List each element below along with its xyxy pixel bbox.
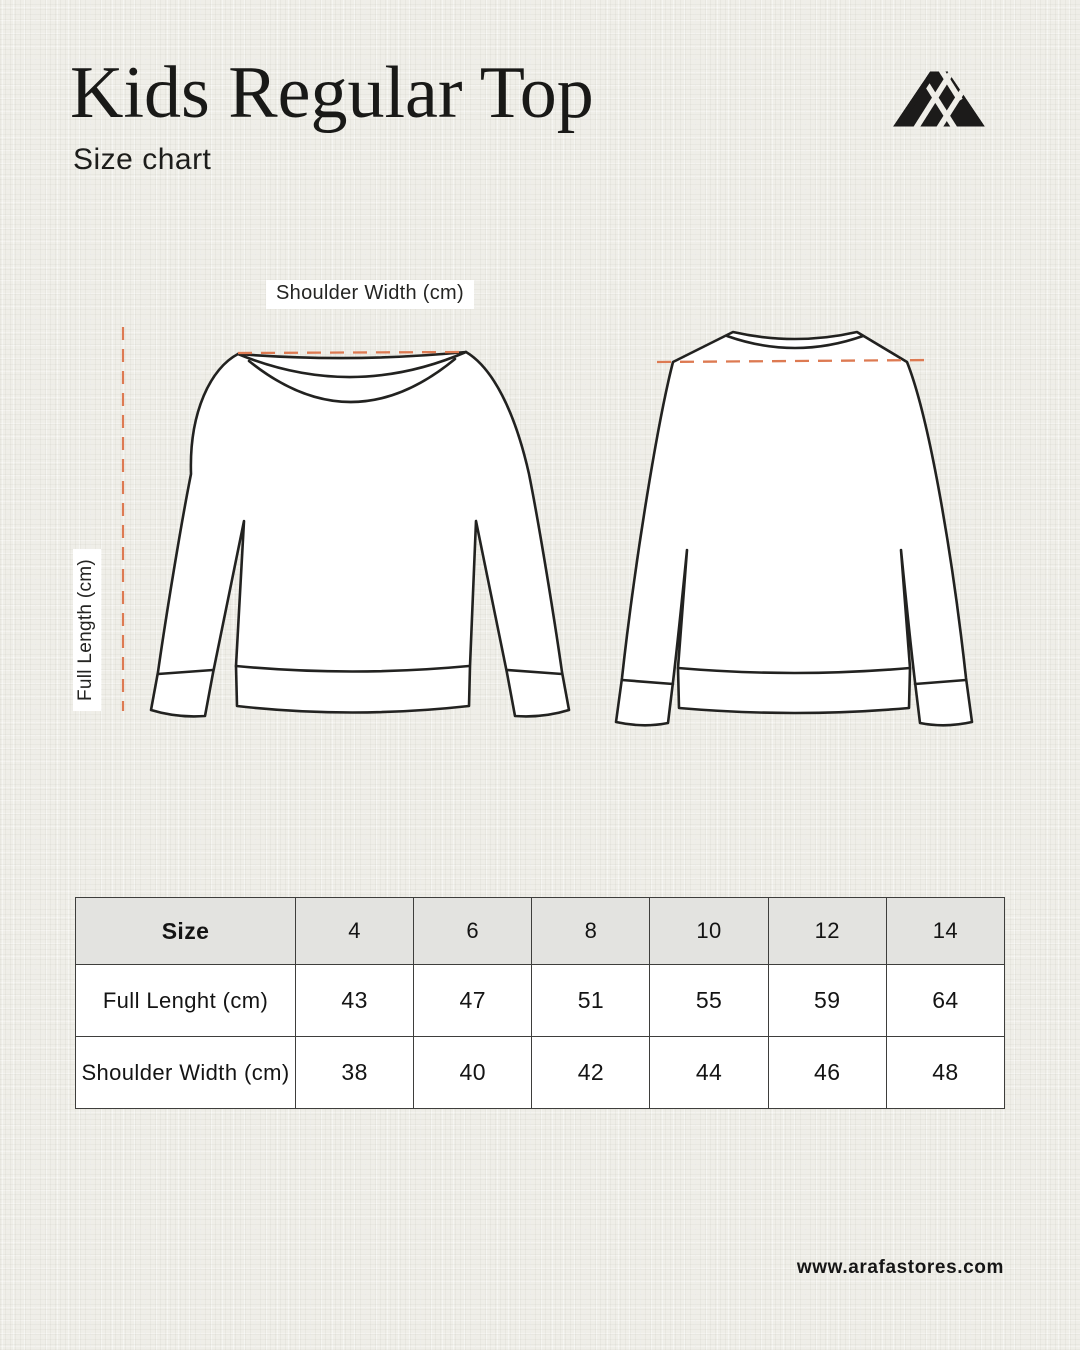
row-label-full-length: Full Lenght (cm) [76,965,296,1037]
table-cell: 40 [414,1037,532,1109]
size-table-header-col: 12 [768,898,886,965]
table-cell: 48 [886,1037,1004,1109]
table-cell: 44 [650,1037,768,1109]
row-label-shoulder-width: Shoulder Width (cm) [76,1037,296,1109]
size-table-header-col: 4 [296,898,414,965]
table-cell: 38 [296,1037,414,1109]
footer-website-link[interactable]: www.arafastores.com [796,1257,1004,1278]
table-cell: 42 [532,1037,650,1109]
table-cell: 64 [886,965,1004,1037]
page-subtitle: Size chart [73,143,212,176]
size-table-row-shoulder-width [76,1037,1005,1109]
table-cell: 47 [414,965,532,1037]
size-table-header-col: 14 [886,898,1004,965]
size-table-header-size: Size [76,898,296,965]
shoulder-width-label: Shoulder Width (cm) [266,280,474,309]
page-title: Kids Regular Top [70,52,594,134]
table-cell: 51 [532,965,650,1037]
size-table-header-col: 10 [650,898,768,965]
size-table-header-col: 6 [414,898,532,965]
table-cell: 43 [296,965,414,1037]
size-table-row-full-length [76,965,1005,1037]
size-table-header-col: 8 [532,898,650,965]
front-sweater-illustration [125,316,595,748]
table-cell: 59 [768,965,886,1037]
front-shoulder-dash-line [238,352,466,353]
size-table-header-row [76,898,1005,965]
size-table [75,897,1005,1109]
table-cell: 46 [768,1037,886,1109]
back-sweater-illustration [595,310,995,742]
table-cell: 55 [650,965,768,1037]
full-length-label: Full Length (cm) [73,549,101,711]
brand-logo-icon [893,70,985,128]
